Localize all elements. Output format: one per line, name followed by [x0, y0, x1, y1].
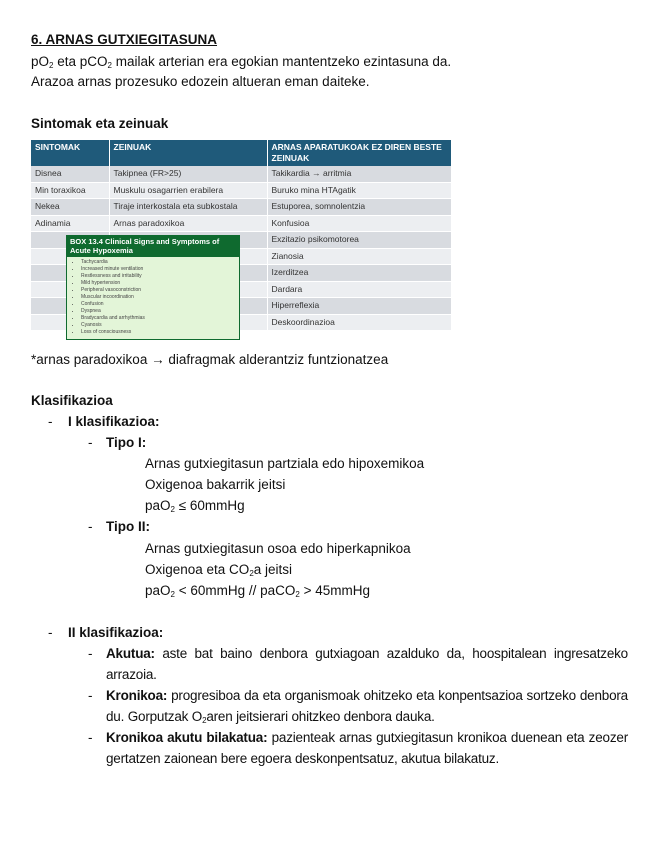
- table-row: [31, 166, 452, 182]
- table-cell: Nekea: [31, 199, 109, 216]
- text: mailak arterian era egokian mantentzeko ezintasuna da.: [111, 54, 452, 69]
- text: paO: [145, 498, 171, 513]
- bullet-dash: -: [88, 519, 93, 534]
- table-cell: Takipnea (FR>25): [109, 166, 267, 182]
- box-title: BOX 13.4 Clinical Signs and Symptoms of Acute Hypoxemia: [66, 235, 240, 257]
- table-cell: Konfusioa: [267, 215, 452, 232]
- tipo-1-line-2: Oxigenoa bakarrik jeitsi: [145, 477, 286, 492]
- tipo-2-line-3: [145, 582, 370, 600]
- text: aste bat baino denbora gutxiagoan azalduko da, hoospitalean ingresatzeko arrazoia.: [106, 646, 628, 682]
- table-cell: Hiperreflexia: [267, 298, 452, 315]
- tipo-1-line-1: Arnas gutxiegitasun partziala edo hipoxemikoa: [145, 456, 425, 471]
- tipo-1-line-3: [145, 497, 245, 515]
- box-list: [66, 257, 240, 340]
- text: Oxigenoa eta CO: [145, 562, 250, 577]
- term: Kronikoa akutu bilakatua:: [106, 730, 268, 745]
- table-cell: Zianosia: [267, 248, 452, 265]
- bullet-dash: -: [88, 730, 93, 745]
- bullet-dash: -: [88, 646, 93, 661]
- subscript: 2: [49, 61, 54, 70]
- clinical-signs-box: [66, 235, 240, 340]
- term: Kronikoa:: [106, 688, 168, 703]
- box-list-item: • Dyspnea: [81, 308, 235, 315]
- subscript: 2: [249, 569, 254, 578]
- table-row: [31, 215, 452, 232]
- table-cell: Takikardia → arritmia: [267, 166, 452, 182]
- box-list-item: • Restlessness and irritability: [81, 273, 235, 280]
- section-heading: 6. ARNAS GUTXIEGITASUNA: [31, 32, 218, 47]
- subscript: 2: [295, 590, 300, 599]
- box-list-item: • Peripheral vasoconstriction: [81, 287, 235, 294]
- box-list-item: • Confusion: [81, 301, 235, 308]
- table-cell: Adinamia: [31, 215, 109, 232]
- table-cell: Tiraje interkostala eta subkostala: [109, 199, 267, 216]
- box-list-item: • Loss of consciousness: [81, 329, 235, 336]
- kronikoa-akutu-paragraph: [106, 727, 628, 769]
- text: paO: [145, 583, 171, 598]
- table-cell: Exzitazio psikomotorea: [267, 232, 452, 249]
- header-beste-zeinuak: ARNAS APARATUKOAK EZ DIREN BESTE ZEINUAK: [267, 140, 452, 166]
- box-list-item: • Mild hypertension: [81, 280, 235, 287]
- box-list-item: • Increased minute ventilation: [81, 266, 235, 273]
- box-list-item: • Bradycardia and arrhythmias: [81, 315, 235, 322]
- text: pazienteak arnas gutxiegitasun kronikoa duenean eta zeozer gertatzen zaionean bere egoera deskonpentsatuz, akutua bilakatuz.: [106, 730, 628, 766]
- text: aren jeitsierari ohitzkeo denbora dauka.: [206, 709, 435, 724]
- text: a jeitsi: [253, 562, 293, 577]
- subscript: 2: [170, 590, 175, 599]
- symptoms-title: Sintomak eta zeinuak: [31, 116, 169, 131]
- kronikoa-paragraph: [106, 685, 628, 727]
- subscript: 2: [107, 61, 112, 70]
- text: > 45mmHg: [299, 583, 371, 598]
- text: eta pCO: [53, 54, 108, 69]
- header-sintomak: SINTOMAK: [31, 140, 109, 166]
- bullet-dash: -: [88, 435, 93, 450]
- tipo-2-label: Tipo II:: [106, 519, 150, 534]
- tipo-2-line-2: [145, 561, 292, 579]
- table-cell: Disnea: [31, 166, 109, 182]
- table-row: [31, 182, 452, 199]
- bullet-dash: -: [48, 414, 53, 429]
- table-row: [31, 199, 452, 216]
- table-cell: Deskoordinazioa: [267, 314, 452, 331]
- table-cell: Min toraxikoa: [31, 182, 109, 199]
- footnote: *arnas paradoxikoa → diafragmak alderantziz funtzionatzea: [31, 352, 389, 367]
- table-cell: Izerditzea: [267, 265, 452, 282]
- subscript: 2: [170, 505, 175, 514]
- table-cell: Muskulu osagarrien erabilera: [109, 182, 267, 199]
- table-cell: Buruko mina HTAgatik: [267, 182, 452, 199]
- table-cell: Arnas paradoxikoa: [109, 215, 267, 232]
- akutua-paragraph: [106, 643, 628, 685]
- text: ≤ 60mmHg: [174, 498, 245, 513]
- box-list-item: • Tachycardia: [81, 259, 235, 266]
- bullet-dash: -: [48, 625, 53, 640]
- table-cell: Dardara: [267, 281, 452, 298]
- text: pO: [31, 54, 50, 69]
- symptoms-table-image: [31, 140, 452, 335]
- klasifikazioa-title: Klasifikazioa: [31, 393, 113, 408]
- intro-line-2: Arazoa arnas prozesuko edozein altueran eman daiteke.: [31, 74, 370, 89]
- header-zeinuak: ZEINUAK: [109, 140, 267, 166]
- text: < 60mmHg // paCO: [174, 583, 296, 598]
- tipo-1-label: Tipo I:: [106, 435, 147, 450]
- box-list-item: • Muscular incoordination: [81, 294, 235, 301]
- intro-line-1: [31, 53, 451, 71]
- term: Akutua:: [106, 646, 155, 661]
- ii-klasifikazioa-label: II klasifikazioa:: [68, 625, 164, 640]
- tipo-2-line-1: Arnas gutxiegitasun osoa edo hiperkapnikoa: [145, 541, 411, 556]
- i-klasifikazioa-label: I klasifikazioa:: [68, 414, 160, 429]
- text: progresiboa da eta organismoak ohitzeko eta konpentsazioa sortzeko denbora du. Gorputzak O: [106, 688, 628, 724]
- table-cell: Estuporea, somnolentzia: [267, 199, 452, 216]
- bullet-dash: -: [88, 688, 93, 703]
- subscript: 2: [202, 716, 207, 725]
- box-list-item: • Cyanosis: [81, 322, 235, 329]
